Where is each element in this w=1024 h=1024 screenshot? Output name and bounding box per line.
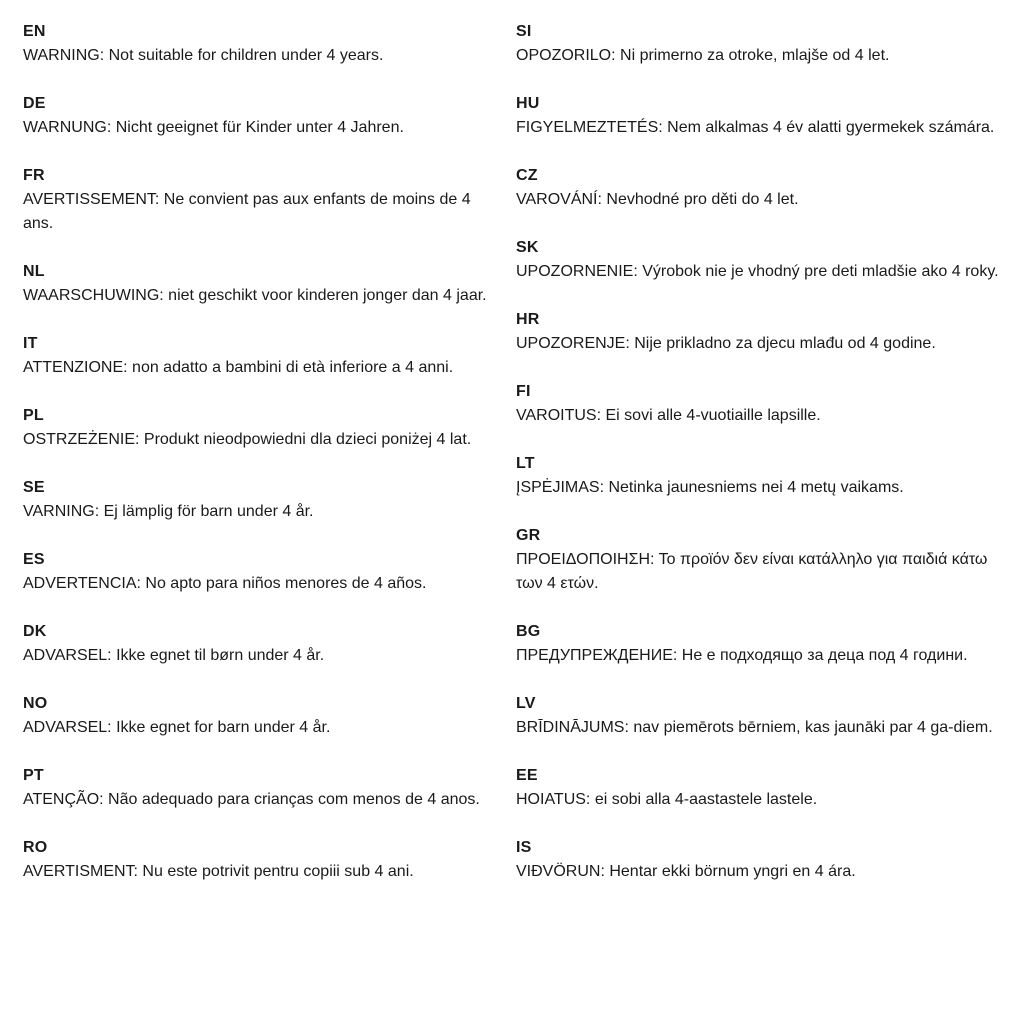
- language-code: NO: [23, 695, 48, 712]
- warning-entry-hr: [516, 308, 1004, 356]
- warning-entry-si: [516, 20, 1004, 68]
- warning-text: HOIATUS: ei sobi alla 4-aastastele lastele.: [516, 791, 818, 808]
- warning-text: UPOZORNENIE: Výrobok nie je vhodný pre deti mladšie ako 4 roky.: [516, 263, 999, 280]
- warning-text: AVERTISSEMENT: Ne convient pas aux enfants de moins de 4 ans.: [23, 191, 471, 232]
- warning-text: BRĪDINĀJUMS: nav piemērots bērniem, kas jaunāki par 4 ga-diem.: [516, 719, 993, 736]
- warning-entry-is: [516, 836, 1004, 884]
- warning-text: VAROVÁNÍ: Nevhodné pro děti do 4 let.: [516, 191, 799, 208]
- language-code: LV: [516, 695, 536, 712]
- warning-entry-nl: [23, 260, 505, 308]
- language-code: GR: [516, 527, 541, 544]
- warning-text: UPOZORENJE: Nije prikladno za djecu mlađu od 4 godine.: [516, 335, 936, 352]
- warning-entry-dk: [23, 620, 505, 668]
- warning-entry-ee: [516, 764, 1004, 812]
- language-code: SK: [516, 239, 539, 256]
- warning-text: VAROITUS: Ei sovi alle 4-vuotiaille lapsille.: [516, 407, 821, 424]
- warning-entry-es: [23, 548, 505, 596]
- warning-text: AVERTISMENT: Nu este potrivit pentru copiii sub 4 ani.: [23, 863, 414, 880]
- warning-entry-cz: [516, 164, 1004, 212]
- warning-entry-de: [23, 92, 505, 140]
- language-code: DE: [23, 95, 46, 112]
- warning-text: ΠΡΟΕΙΔΟΠΟΙΗΣΗ: Το προϊόν δεν είναι κατάλληλο για παιδιά κάτω των 4 ετών.: [516, 551, 988, 592]
- warning-entry-pt: [23, 764, 505, 812]
- warning-entry-sk: [516, 236, 1004, 284]
- language-code: IS: [516, 839, 532, 856]
- warning-entry-gr: [516, 524, 1004, 596]
- language-code: CZ: [516, 167, 538, 184]
- language-code: SI: [516, 23, 532, 40]
- warning-text: ADVARSEL: Ikke egnet for barn under 4 år.: [23, 719, 331, 736]
- warning-entry-lt: [516, 452, 1004, 500]
- warning-entry-se: [23, 476, 505, 524]
- warning-entry-lv: [516, 692, 1004, 740]
- language-code: BG: [516, 623, 541, 640]
- language-code: DK: [23, 623, 47, 640]
- warning-entry-fi: [516, 380, 1004, 428]
- warning-text: ATENÇÃO: Não adequado para crianças com menos de 4 anos.: [23, 791, 480, 808]
- warning-entry-no: [23, 692, 505, 740]
- language-code: EN: [23, 23, 46, 40]
- warning-text: ĮSPĖJIMAS: Netinka jaunesniems nei 4 metų vaikams.: [516, 479, 904, 496]
- warning-entry-fr: [23, 164, 505, 236]
- left-column: [23, 20, 505, 908]
- warning-text: WARNUNG: Nicht geeignet für Kinder unter 4 Jahren.: [23, 119, 404, 136]
- warning-entry-pl: [23, 404, 505, 452]
- language-code: HU: [516, 95, 540, 112]
- language-code: FR: [23, 167, 45, 184]
- language-code: NL: [23, 263, 45, 280]
- warning-entry-en: [23, 20, 505, 68]
- language-code: LT: [516, 455, 535, 472]
- warning-text: ADVERTENCIA: No apto para niños menores de 4 años.: [23, 575, 427, 592]
- warning-text: VIÐVÖRUN: Hentar ekki börnum yngri en 4 ára.: [516, 863, 856, 880]
- language-code: EE: [516, 767, 538, 784]
- language-code: PL: [23, 407, 44, 424]
- warning-entry-hu: [516, 92, 1004, 140]
- warning-text: WAARSCHUWING: niet geschikt voor kinderen jonger dan 4 jaar.: [23, 287, 487, 304]
- warning-text: VARNING: Ej lämplig för barn under 4 år.: [23, 503, 314, 520]
- warning-text: ПРЕДУПРЕЖДЕНИЕ: Не е подходящо за деца под 4 години.: [516, 647, 968, 664]
- warning-entry-bg: [516, 620, 1004, 668]
- right-column: [516, 20, 1004, 908]
- warning-text: ATTENZIONE: non adatto a bambini di età inferiore a 4 anni.: [23, 359, 454, 376]
- language-code: FI: [516, 383, 531, 400]
- language-code: IT: [23, 335, 38, 352]
- warning-text: OSTRZEŻENIE: Produkt nieodpowiedni dla dzieci poniżej 4 lat.: [23, 431, 472, 448]
- warning-text: ADVARSEL: Ikke egnet til børn under 4 år.: [23, 647, 325, 664]
- warning-entry-it: [23, 332, 505, 380]
- language-code: HR: [516, 311, 540, 328]
- warning-text: FIGYELMEZTETÉS: Nem alkalmas 4 év alatti gyermekek számára.: [516, 119, 995, 136]
- language-code: PT: [23, 767, 44, 784]
- language-code: SE: [23, 479, 45, 496]
- warning-text: OPOZORILO: Ni primerno za otroke, mlajše od 4 let.: [516, 47, 890, 64]
- warning-entry-ro: [23, 836, 505, 884]
- language-code: ES: [23, 551, 45, 568]
- language-code: RO: [23, 839, 48, 856]
- warning-text: WARNING: Not suitable for children under 4 years.: [23, 47, 384, 64]
